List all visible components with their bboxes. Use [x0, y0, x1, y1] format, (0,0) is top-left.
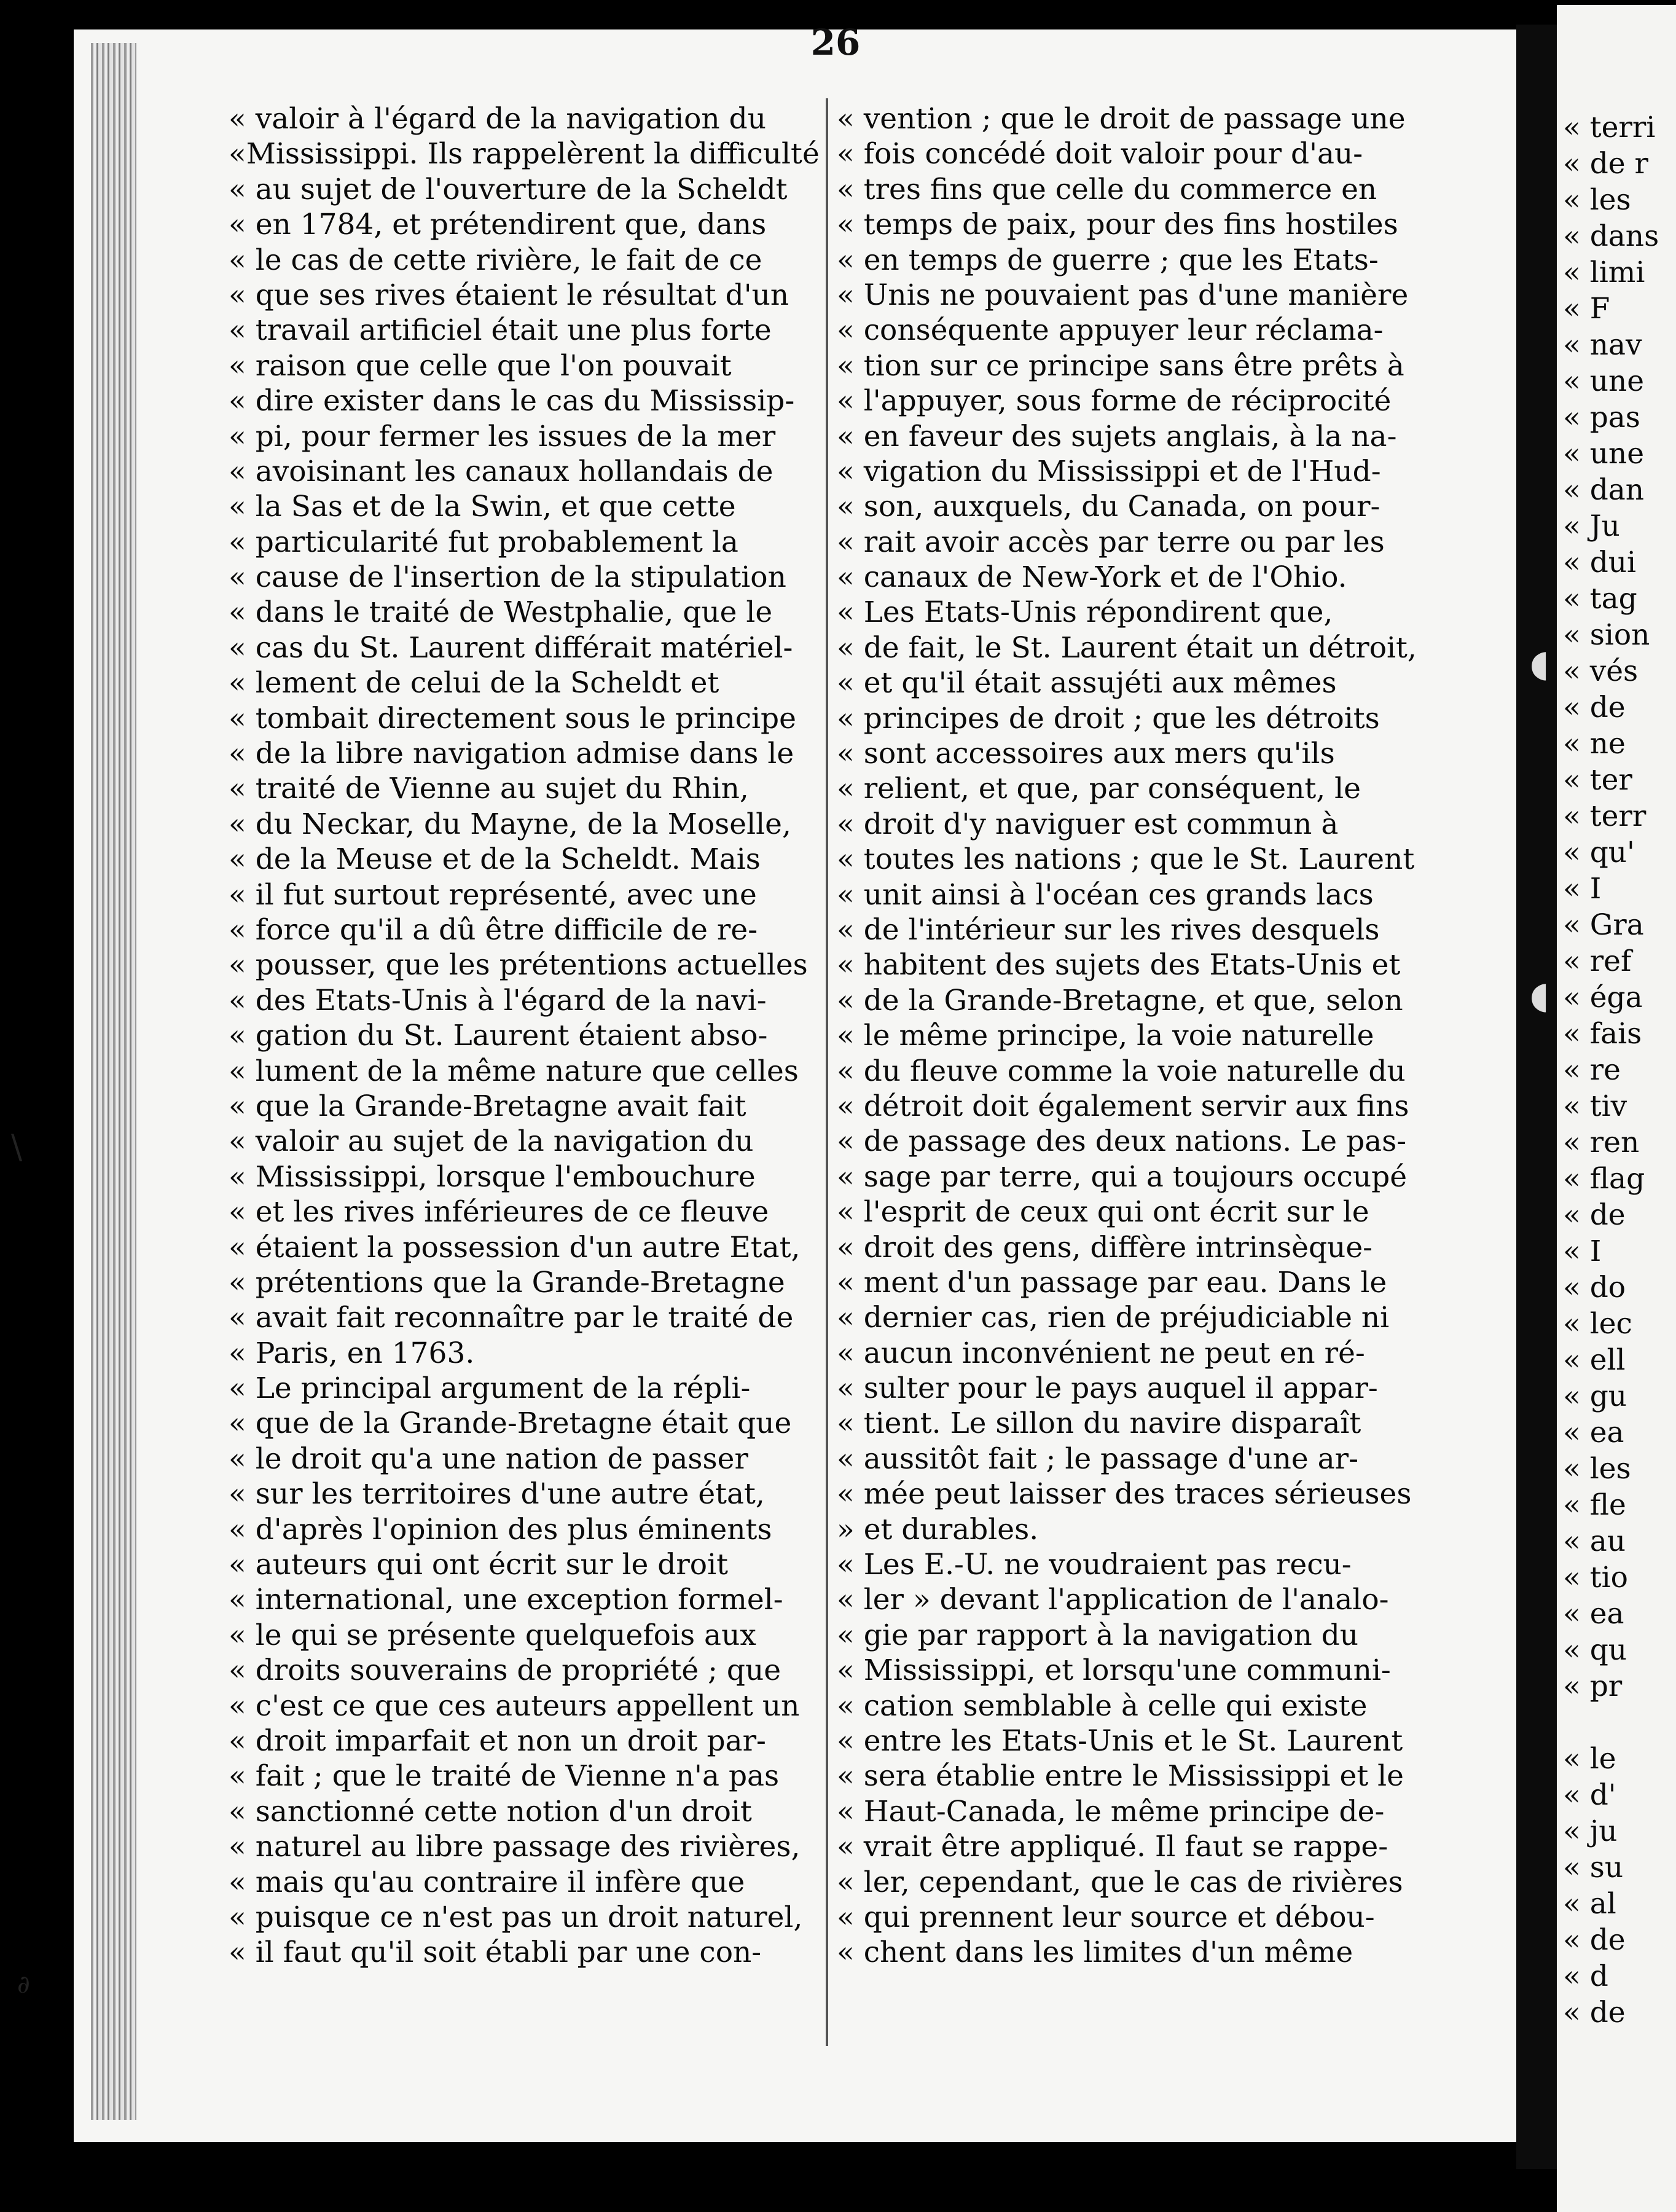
text-line: « limi [1563, 256, 1645, 289]
text-line: « lec [1563, 1307, 1632, 1341]
text-line: « principes de droit ; que les détroits [837, 701, 1380, 735]
text-line: « tion sur ce principe sans être prêts à [837, 348, 1404, 383]
text-line: « fais [1563, 1017, 1642, 1051]
text-line: « ju [1563, 1814, 1618, 1848]
text-line: « Unis ne pouvaient pas d'une manière [837, 278, 1409, 312]
text-line: « tiv [1563, 1089, 1627, 1123]
text-line: « traité de Vienne au sujet du Rhin, [229, 772, 749, 806]
text-line: « il fut surtout représenté, avec une [229, 877, 757, 912]
text-line: « une [1563, 364, 1645, 398]
text-line: « le [1563, 1742, 1616, 1776]
text-line: « Ju [1563, 509, 1620, 543]
text-line: « ref [1563, 944, 1632, 978]
text-line: « nav [1563, 328, 1642, 362]
text-line: « puisque ce n'est pas un droit naturel, [229, 1900, 803, 1934]
binding-hole-mark: ◖ [1530, 974, 1549, 1017]
text-line: « gu [1563, 1379, 1627, 1413]
text-line: « droit des gens, diffère intrinsèque- [837, 1230, 1373, 1265]
margin-ring-mark: ∂ [17, 1971, 30, 1999]
text-line: « en 1784, et prétendirent que, dans [229, 208, 767, 242]
text-line: « l'esprit de ceux qui ont écrit sur le [837, 1195, 1369, 1230]
text-line: « avait fait reconnaître par le traité de [229, 1301, 794, 1335]
binding-hole-mark: ◖ [1530, 642, 1549, 685]
text-line: « au sujet de l'ouverture de la Scheldt [229, 172, 788, 206]
text-line: « al [1563, 1887, 1616, 1921]
text-line: « I [1563, 1234, 1602, 1268]
text-line: « fle [1563, 1488, 1626, 1522]
text-line: « F [1563, 292, 1610, 326]
margin-stroke-mark: \ [11, 1128, 23, 1166]
text-line: « ler » devant l'application de l'analo- [837, 1583, 1389, 1617]
text-line: « Le principal argument de la répli- [229, 1371, 751, 1406]
text-line: « ell [1563, 1343, 1626, 1377]
left-text-column [229, 101, 820, 1971]
text-line: « raison que celle que l'on pouvait [229, 348, 732, 383]
text-line: « du fleuve comme la voie naturelle du [837, 1054, 1406, 1088]
text-line: « l'appuyer, sous forme de réciprocité [837, 384, 1392, 418]
text-line: « Les Etats-Unis répondirent que, [837, 595, 1333, 630]
text-line: « que ses rives étaient le résultat d'un [229, 278, 789, 312]
text-line: « tient. Le sillon du navire disparaît [837, 1406, 1361, 1441]
text-line: « de [1563, 1923, 1626, 1957]
text-line: « auteurs qui ont écrit sur le droit [229, 1548, 729, 1582]
text-line: « la Sas et de la Swin, et que cette [229, 490, 736, 524]
text-line: « mais qu'au contraire il infère que [229, 1865, 745, 1899]
text-line: « vés [1563, 654, 1639, 688]
text-line: « I [1563, 872, 1602, 906]
text-line: « aucun inconvénient ne peut en ré- [837, 1336, 1365, 1370]
text-line: « ment d'un passage par eau. Dans le [837, 1265, 1387, 1300]
text-line: « le même principe, la voie naturelle [837, 1019, 1374, 1053]
text-line: » et durables. [837, 1512, 1039, 1547]
text-line: « que la Grande-Bretagne avait fait [229, 1089, 746, 1123]
text-line: « ne [1563, 727, 1626, 761]
text-line: « sera établie entre le Mississippi et le [837, 1759, 1404, 1794]
text-line: « que de la Grande-Bretagne était que [229, 1406, 792, 1441]
text-line: « conséquente appuyer leur réclama- [837, 313, 1384, 348]
text-line: « dire exister dans le cas du Mississip- [229, 384, 795, 418]
text-line: « et les rives inférieures de ce fleuve [229, 1195, 769, 1230]
text-line: « sont accessoires aux mers qu'ils [837, 737, 1335, 771]
text-line: « Haut-Canada, le même principe de- [837, 1794, 1385, 1829]
text-line: « le cas de cette rivière, le fait de ce [229, 243, 762, 277]
text-line: « ea [1563, 1416, 1624, 1449]
text-line: « rait avoir accès par terre ou par les [837, 525, 1385, 559]
text-line: « ter [1563, 763, 1632, 797]
text-line: « sulter pour le pays auquel il appar- [837, 1371, 1378, 1406]
text-line: « pas [1563, 401, 1640, 434]
book-gutter [1516, 25, 1557, 2169]
column-divider [826, 98, 828, 2046]
text-line: « une [1563, 437, 1645, 471]
text-line: « en faveur des sujets anglais, à la na- [837, 419, 1397, 453]
text-line: « sur les territoires d'une autre état, [229, 1477, 765, 1512]
text-line: « vention ; que le droit de passage une [837, 102, 1406, 136]
text-line: « lument de la même nature que celles [229, 1054, 799, 1088]
text-line: « lement de celui de la Scheldt et [229, 666, 719, 700]
text-line: « il faut qu'il soit établi par une con- [229, 1936, 762, 1970]
text-line: « d'après l'opinion des plus éminents [229, 1512, 772, 1547]
next-page-text-column [1563, 109, 1659, 2031]
text-line: « aussitôt fait ; le passage d'une ar- [837, 1441, 1358, 1476]
text-line: « étaient la possession d'un autre Etat, [229, 1230, 801, 1265]
text-line: « de [1563, 1996, 1626, 2030]
text-line: « détroit doit également servir aux fins [837, 1089, 1409, 1123]
text-line: « cas du St. Laurent différait matériel- [229, 630, 793, 665]
text-line: « son, auxquels, du Canada, on pour- [837, 490, 1380, 524]
text-line: « gation du St. Laurent étaient abso- [229, 1019, 768, 1053]
text-line: « dans [1563, 219, 1659, 253]
text-line: « au [1563, 1524, 1626, 1558]
text-line: « toutes les nations ; que le St. Laurent [837, 842, 1415, 877]
text-line: « droit imparfait et non un droit par- [229, 1724, 766, 1758]
text-line: « force qu'il a dû être difficile de re- [229, 912, 758, 947]
text-line: « droits souverains de propriété ; que [229, 1653, 781, 1688]
text-line: « qui prennent leur source et débou- [837, 1900, 1375, 1934]
text-line: « pousser, que les prétentions actuelles [229, 948, 808, 982]
text-line: « avoisinant les canaux hollandais de [229, 454, 773, 488]
text-line: « du Neckar, du Mayne, de la Moselle, [229, 807, 791, 841]
text-line: « Les E.-U. ne voudraient pas recu- [837, 1548, 1352, 1582]
text-line: « fait ; que le traité de Vienne n'a pas [229, 1759, 780, 1794]
text-line [1563, 1704, 1659, 1741]
text-line: « dans le traité de Westphalie, que le [229, 595, 773, 630]
text-line: « unit ainsi à l'océan ces grands lacs [837, 877, 1374, 912]
right-page-fragment [1557, 5, 1676, 2212]
right-text-column [837, 101, 1417, 1971]
text-line: « de la Grande-Bretagne, et que, selon [837, 983, 1403, 1018]
text-line: « de la libre navigation admise dans le [229, 737, 794, 771]
text-line: « particularité fut probablement la [229, 525, 738, 559]
page-number: 26 [810, 22, 861, 63]
text-line: « tio [1563, 1561, 1628, 1594]
text-line: « éga [1563, 981, 1643, 1014]
text-line: « Mississippi, et lorsqu'une communi- [837, 1653, 1391, 1688]
text-line: « les [1563, 183, 1631, 217]
text-line: « ler, cependant, que le cas de rivières [837, 1865, 1403, 1899]
text-line: « mée peut laisser des traces sérieuses [837, 1477, 1412, 1512]
text-line: « sion [1563, 618, 1650, 652]
page-binding-edge [91, 43, 136, 2120]
text-line: « tres fins que celle du commerce en [837, 172, 1377, 206]
text-line: « cation semblable à celle qui existe [837, 1688, 1368, 1723]
text-line: « tag [1563, 582, 1637, 616]
text-line: « temps de paix, pour des fins hostiles [837, 208, 1398, 242]
text-line: « valoir au sujet de la navigation du [229, 1124, 754, 1159]
text-line: « naturel au libre passage des rivières, [229, 1830, 801, 1864]
text-line: « ea [1563, 1597, 1624, 1631]
text-line: « dan [1563, 473, 1645, 507]
text-line: « qu [1563, 1633, 1627, 1667]
text-line: « travail artificiel était une plus forte [229, 313, 772, 348]
text-line: « flag [1563, 1162, 1645, 1196]
text-line: « tombait directement sous le principe [229, 701, 796, 735]
text-line: « canaux de New-York et de l'Ohio. [837, 560, 1347, 595]
text-line: « do [1563, 1271, 1626, 1304]
text-line: « habitent des sujets des Etats-Unis et [837, 948, 1401, 982]
text-line: « relient, et que, par conséquent, le [837, 772, 1361, 806]
text-line: « entre les Etats-Unis et le St. Laurent [837, 1724, 1403, 1758]
text-line: « qu' [1563, 836, 1635, 869]
text-line: « chent dans les limites d'un même [837, 1936, 1353, 1970]
text-line: « international, une exception formel- [229, 1583, 783, 1617]
text-line: « sage par terre, qui a toujours occupé [837, 1159, 1408, 1194]
text-line: « su [1563, 1851, 1624, 1885]
text-line: « de la Meuse et de la Scheldt. Mais [229, 842, 761, 877]
text-line: « vrait être appliqué. Il faut se rappe- [837, 1830, 1388, 1864]
text-line: « terr [1563, 799, 1647, 833]
text-line: « re [1563, 1053, 1621, 1087]
text-line: « dui [1563, 546, 1637, 579]
text-line: « sanctionné cette notion d'un droit [229, 1794, 752, 1829]
text-line: « d' [1563, 1778, 1616, 1812]
text-line: « d [1563, 1959, 1608, 1993]
text-line: « le droit qu'a une nation de passer [229, 1441, 748, 1476]
text-line: « pi, pour fermer les issues de la mer [229, 419, 776, 453]
text-line: « ren [1563, 1126, 1640, 1159]
text-line: « pr [1563, 1669, 1623, 1703]
text-line: « en temps de guerre ; que les Etats- [837, 243, 1379, 277]
text-line: «Mississippi. Ils rappelèrent la difficulté [229, 137, 820, 171]
text-line: « de l'intérieur sur les rives desquels [837, 912, 1380, 947]
text-line: « valoir à l'égard de la navigation du [229, 102, 766, 136]
text-line: « terri [1563, 111, 1656, 144]
text-line: « des Etats-Unis à l'égard de la navi- [229, 983, 767, 1018]
text-line: « de [1563, 691, 1626, 724]
text-line: « droit d'y naviguer est commun à [837, 807, 1339, 841]
text-line: « les [1563, 1452, 1631, 1486]
text-line: « c'est ce que ces auteurs appellent un [229, 1688, 800, 1723]
text-line: « fois concédé doit valoir pour d'au- [837, 137, 1363, 171]
text-line: « vigation du Mississippi et de l'Hud- [837, 454, 1381, 488]
text-line: « de [1563, 1198, 1626, 1232]
text-line: « dernier cas, rien de préjudiciable ni [837, 1301, 1390, 1335]
text-line: « de passage des deux nations. Le pas- [837, 1124, 1407, 1159]
text-line: « et qu'il était assujéti aux mêmes [837, 666, 1337, 700]
text-line: « cause de l'insertion de la stipulation [229, 560, 786, 595]
text-line: « gie par rapport à la navigation du [837, 1618, 1359, 1652]
text-line: « Mississippi, lorsque l'embouchure [229, 1159, 756, 1194]
text-line: « prétentions que la Grande-Bretagne [229, 1265, 785, 1300]
text-line: « le qui se présente quelquefois aux [229, 1618, 756, 1652]
text-line: « Gra [1563, 908, 1644, 942]
text-line: « de r [1563, 147, 1649, 181]
text-line: « de fait, le St. Laurent était un détroit, [837, 630, 1417, 665]
text-line: « Paris, en 1763. [229, 1336, 475, 1370]
